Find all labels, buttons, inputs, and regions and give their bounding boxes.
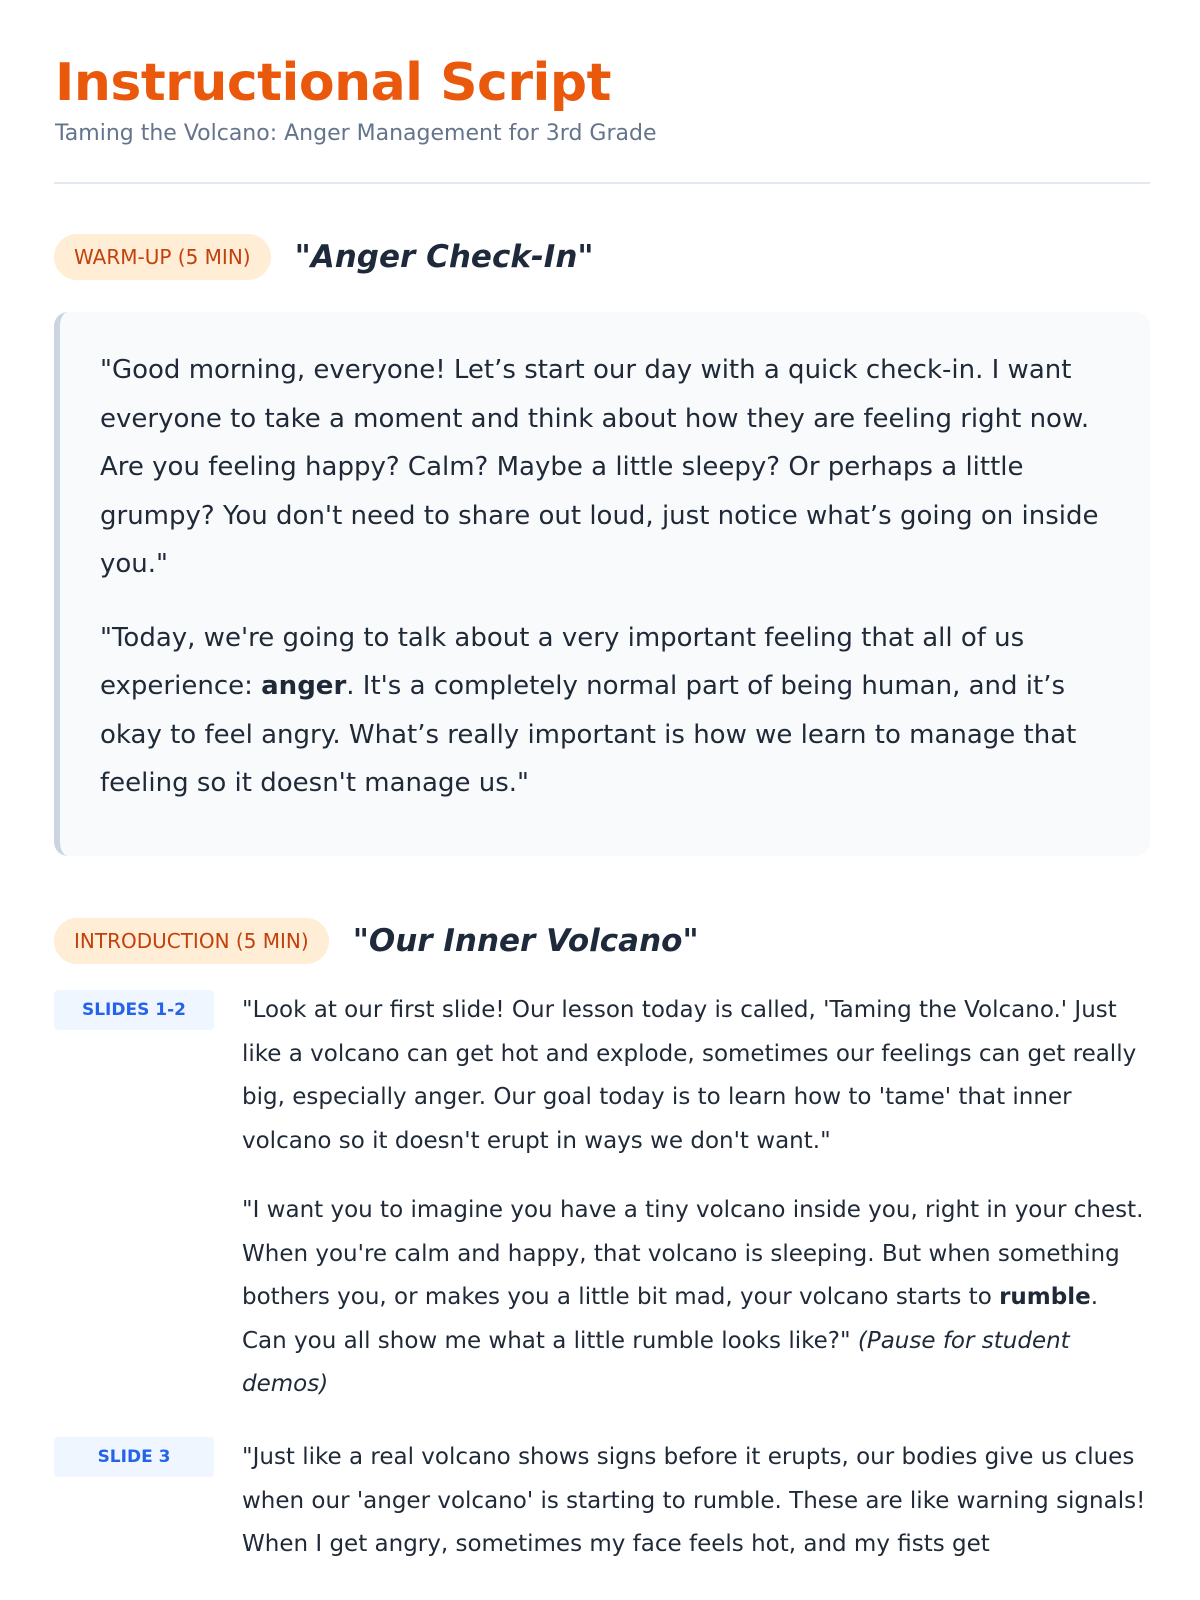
warmup-script-box xyxy=(54,312,1150,856)
introduction-section-header xyxy=(54,918,699,964)
warmup-section-header xyxy=(54,234,594,280)
warmup-paragraph-2 xyxy=(100,614,1114,808)
slide-label: SLIDES 1-2 xyxy=(54,990,214,1030)
slide-1-2-p2-text-end: . Can you all show me what a little rumble looks like?" xyxy=(242,1284,1099,1354)
page-subtitle: Taming the Volcano: Anger Management for 3rd Grade xyxy=(55,121,657,146)
introduction-title: "Our Inner Volcano" xyxy=(352,923,699,959)
slide-1-2-p2-emphasis: rumble xyxy=(999,1284,1091,1310)
page-title: Instructional Script xyxy=(55,53,611,113)
introduction-badge: INTRODUCTION (5 MIN) xyxy=(54,918,329,964)
slide-1-2-stage-direction: (Pause for student demos) xyxy=(242,1327,1070,1397)
slide-1-2-paragraph-1: "Look at our first slide! Our lesson today is called, 'Taming the Volcano.' Just like a volcano can get hot and explode, sometimes our feelings can get really big, especially anger. Our goal today is to learn how to 'tame' that inner volcano so it doesn't erupt in ways we don't want." xyxy=(242,997,1137,1154)
warmup-badge: WARM-UP (5 MIN) xyxy=(54,234,271,280)
slide-script xyxy=(242,1436,1150,1567)
slide-1-2-paragraph-2 xyxy=(242,1189,1150,1407)
warmup-paragraph-1: "Good morning, everyone! Let’s start our day with a quick check-in. I want everyone to take a moment and think about how they are feeling right now. Are you feeling happy? Calm? Maybe a little sleepy? Or perhaps a little grumpy? You don't need to share out loud, just notice what’s going on inside you." xyxy=(100,355,1099,579)
slide-script xyxy=(242,989,1150,1407)
warmup-p2-text-end: . It's a completely normal part of being human, and it’s okay to feel angry. What’s really important is how we learn to manage that feeling so it doesn't manage us." xyxy=(100,671,1077,798)
header-divider xyxy=(54,182,1150,184)
warmup-p2-emphasis: anger xyxy=(261,671,347,701)
slide-label: SLIDE 3 xyxy=(54,1437,214,1477)
warmup-title: "Anger Check-In" xyxy=(294,239,594,275)
slide-3-paragraph-1: "Just like a real volcano shows signs before it erupts, our bodies give us clues when our 'anger volcano' is starting to rumble. These are like warning signals! When I get angry, sometimes my face feels hot, and my fists get xyxy=(242,1444,1146,1557)
slide-1-2-p2-text: "I want you to imagine you have a tiny volcano inside you, right in your chest. When you're calm and happy, that volcano is sleeping. But when something bothers you, or makes you a little bit mad, your volcano starts to xyxy=(242,1197,1144,1310)
warmup-p2-text: "Today, we're going to talk about a very important feeling that all of us experience: xyxy=(100,622,1025,701)
